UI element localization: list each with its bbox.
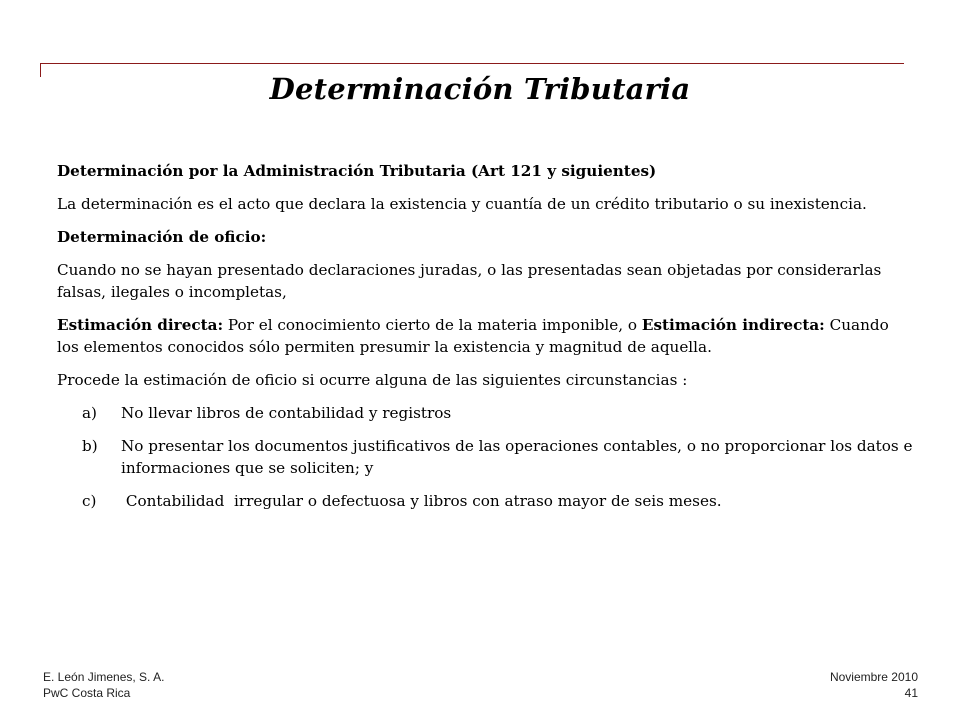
paragraph-estimation <box>57 314 913 358</box>
list-marker: c) <box>82 492 97 510</box>
header-rule <box>40 63 904 64</box>
paragraph-conditions: Cuando no se hayan presentado declaraciones juradas, o las presentadas sean objetadas por considerarlas falsas, ilegales o incompletas, <box>57 261 882 301</box>
list-item-text: No presentar los documentos justificativos de las operaciones contables, o no proporcionar los datos e informaciones que se soliciten; y <box>121 437 913 477</box>
list-item-text: No llevar libros de contabilidad y registros <box>121 404 452 422</box>
estimacion-indirecta-label: Estimación indirecta: <box>641 316 825 334</box>
footer-date: Noviembre 2010 <box>829 670 918 684</box>
estimacion-directa-text: Por el conocimiento cierto de la materia imponible, o <box>223 316 642 334</box>
estimacion-indirecta-text: Cuando los elementos conocidos sólo permiten presumir la existencia y magnitud de aquella. <box>57 316 889 356</box>
page-number: 41 <box>904 686 918 700</box>
footer-company: E. León Jimenes, S. A. <box>43 670 165 684</box>
section-heading: Determinación por la Administración Tributaria (Art 121 y siguientes) <box>57 162 657 180</box>
footer-right <box>830 669 918 701</box>
paragraph-circumstances: Procede la estimación de oficio si ocurre alguna de las siguientes circunstancias : <box>57 371 688 389</box>
list-item-text: Contabilidad irregular o defectuosa y libros con atraso mayor de seis meses. <box>121 492 722 510</box>
slide-title: Determinación Tributaria <box>269 72 691 106</box>
list-marker: a) <box>82 404 97 422</box>
circumstances-list <box>57 402 913 512</box>
list-item <box>57 402 913 424</box>
list-item <box>57 490 913 512</box>
list-item <box>57 435 913 479</box>
list-marker: b) <box>82 437 98 455</box>
slide-body <box>57 160 913 523</box>
estimacion-directa-label: Estimación directa: <box>57 316 224 334</box>
footer-firm: PwC Costa Rica <box>43 686 131 700</box>
footer-left <box>43 669 164 701</box>
subheading-oficio: Determinación de oficio: <box>57 228 267 246</box>
paragraph-definition: La determinación es el acto que declara la existencia y cuantía de un crédito tributario o su inexistencia. <box>57 195 867 213</box>
